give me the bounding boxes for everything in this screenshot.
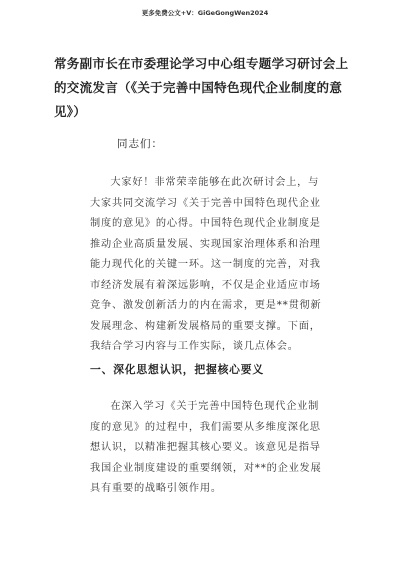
document-title: 常务副市长在市委理论学习中心组专题学习研讨会上的交流发言（《关于完善中国特色现代企业制度的意见》） [54,56,349,119]
body-paragraph: 大家好！非常荣幸能够在此次研讨会上，与大家共同交流学习《关于完善中国特色现代企业制度的意见》的心得。中国特色现代企业制度是推动企业高质量发展、实现国家治理体系和治理能力现代化的关键一环。这一制度的完善，对我市经济发展有着深远影响，不仅是企业适应市场竞争、激发创新活力的内在需求，更是**贯彻新发展理念、构建新发展格局的重要支撑。下面，我结合学习内容与工作实际，谈几点体会。 [90,177,322,352]
section-heading: 一、深化思想认识，把握核心要义 [90,363,264,376]
body-paragraph: 在深入学习《关于完善中国特色现代企业制度的意见》的过程中，我们需要从多维度深化思想认识，以精准把握其核心要义。该意见是指导我国企业制度建设的重要纲领，对**的企业发展具有重要的战略引领作用。 [90,401,322,494]
header-note: 更多免费公文+V：GiGeGongWen2024 [141,9,269,17]
salutation: 同志们： [117,138,163,150]
